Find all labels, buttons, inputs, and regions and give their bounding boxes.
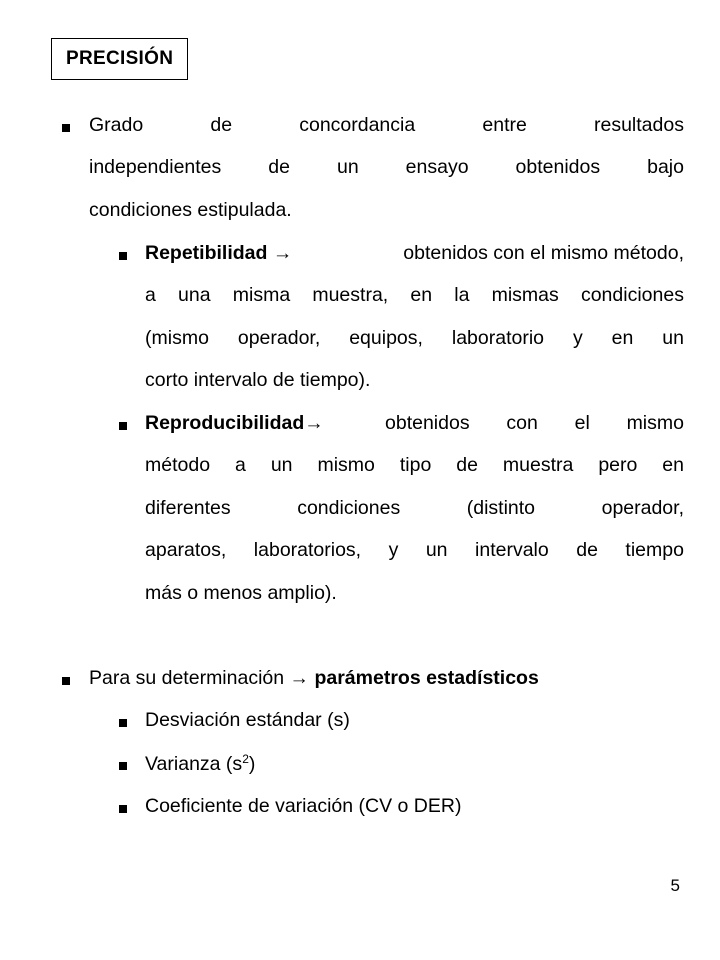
- repetibilidad-line-3: [145, 327, 684, 350]
- reproducibilidad-line-4: [145, 539, 684, 562]
- arrow-right-icon: →: [304, 412, 324, 434]
- repetibilidad-word: la: [454, 284, 470, 306]
- page-number: 5: [670, 876, 680, 895]
- definition-word: obtenidos: [515, 156, 601, 178]
- reproducibilidad-line-5: más o menos amplio).: [145, 582, 337, 604]
- reproducibilidad-word: intervalo: [475, 539, 549, 561]
- arrow-right-icon: →: [272, 242, 293, 264]
- reproducibilidad-word: mismo: [626, 412, 684, 434]
- reproducibilidad-word: un: [425, 539, 448, 561]
- repetibilidad-line-1: [145, 242, 684, 265]
- reproducibilidad-line-2: [145, 454, 684, 477]
- repetibilidad-word: un: [662, 327, 684, 349]
- definition-word: ensayo: [405, 156, 469, 178]
- reproducibilidad-word: a: [235, 454, 246, 476]
- reproducibilidad-line-1: [145, 412, 684, 435]
- definition-word: de: [268, 156, 290, 178]
- section-title: PRECISIÓN: [51, 38, 188, 80]
- reproducibilidad-word: aparatos,: [145, 539, 227, 561]
- bullet-square-icon: [62, 677, 70, 685]
- reproducibilidad-word: método: [145, 454, 211, 476]
- reproducibilidad-word: operador,: [601, 497, 684, 519]
- reproducibilidad-word: muestra: [502, 454, 574, 476]
- repetibilidad-word: mismas: [491, 284, 559, 306]
- bullet-square-icon: [119, 252, 127, 260]
- repetibilidad-word: misma: [232, 284, 291, 306]
- reproducibilidad-word: laboratorios,: [253, 539, 362, 561]
- repetibilidad-word: y: [572, 327, 583, 349]
- definition-word: concordancia: [299, 114, 416, 136]
- reproducibilidad-word: y: [388, 539, 399, 561]
- bullet-square-icon: [119, 719, 127, 727]
- bullet-square-icon: [62, 124, 70, 132]
- definition-word: independientes: [89, 156, 222, 178]
- reproducibilidad-word: en: [662, 454, 684, 476]
- item-varianza: Varianza $(s^2)$: [145, 752, 256, 775]
- item-coeficiente: Coeficiente de variación (CV o DER): [145, 795, 462, 817]
- reproducibilidad-word: de: [576, 539, 598, 561]
- reproducibilidad-line-3: [145, 497, 684, 520]
- repetibilidad-word: condiciones: [580, 284, 684, 306]
- reproducibilidad-word: obtenidos: [385, 412, 470, 434]
- definition-line-2: [89, 156, 684, 179]
- reproducibilidad-word: un: [270, 454, 293, 476]
- determination-lead: Para su determinación →: [89, 667, 315, 689]
- repetibilidad-line-4: corto intervalo de tiempo).: [145, 369, 371, 391]
- bullet-square-icon: [119, 805, 127, 813]
- repetibilidad-term: Repetibilidad: [145, 242, 268, 264]
- definition-word: un: [336, 156, 359, 178]
- reproducibilidad-word: tipo: [399, 454, 432, 476]
- repetibilidad-word: a: [145, 284, 156, 306]
- bullet-square-icon: [119, 422, 127, 430]
- repetibilidad-line-2: [145, 284, 684, 307]
- repetibilidad-word: equipos,: [349, 327, 423, 349]
- determination-bold: parámetros estadísticos: [314, 667, 539, 689]
- definition-line-3: condiciones estipulada.: [89, 199, 292, 221]
- repetibilidad-word: muestra,: [312, 284, 389, 306]
- repetibilidad-word: operador,: [237, 327, 321, 349]
- repetibilidad-word: (mismo: [145, 327, 209, 349]
- reproducibilidad-word: condiciones: [297, 497, 401, 519]
- reproducibilidad-word: (distinto: [466, 497, 536, 519]
- determination-line: [89, 667, 539, 690]
- reproducibilidad-word: tiempo: [625, 539, 684, 561]
- repetibilidad-word: en: [410, 284, 433, 306]
- bullet-square-icon: [119, 762, 127, 770]
- reproducibilidad-word: pero: [598, 454, 638, 476]
- reproducibilidad-word: con: [506, 412, 538, 434]
- repetibilidad-word: una: [178, 284, 211, 306]
- reproducibilidad-word: diferentes: [145, 497, 231, 519]
- definition-word: de: [210, 114, 233, 136]
- definition-word: resultados: [593, 114, 684, 136]
- repetibilidad-word: laboratorio: [451, 327, 545, 349]
- reproducibilidad-term: Reproducibilidad: [145, 412, 305, 434]
- repetibilidad-tail: obtenidos con el mismo método,: [403, 242, 684, 264]
- reproducibilidad-word: de: [456, 454, 478, 476]
- definition-word: entre: [482, 114, 527, 136]
- repetibilidad-word: en: [611, 327, 634, 349]
- definition-line-1: [89, 114, 684, 137]
- item-desviacion: Desviación estándar (s): [145, 709, 350, 731]
- reproducibilidad-word: el: [574, 412, 590, 434]
- definition-word: Grado: [89, 114, 144, 136]
- reproducibilidad-word: mismo: [317, 454, 375, 476]
- definition-word: bajo: [647, 156, 684, 178]
